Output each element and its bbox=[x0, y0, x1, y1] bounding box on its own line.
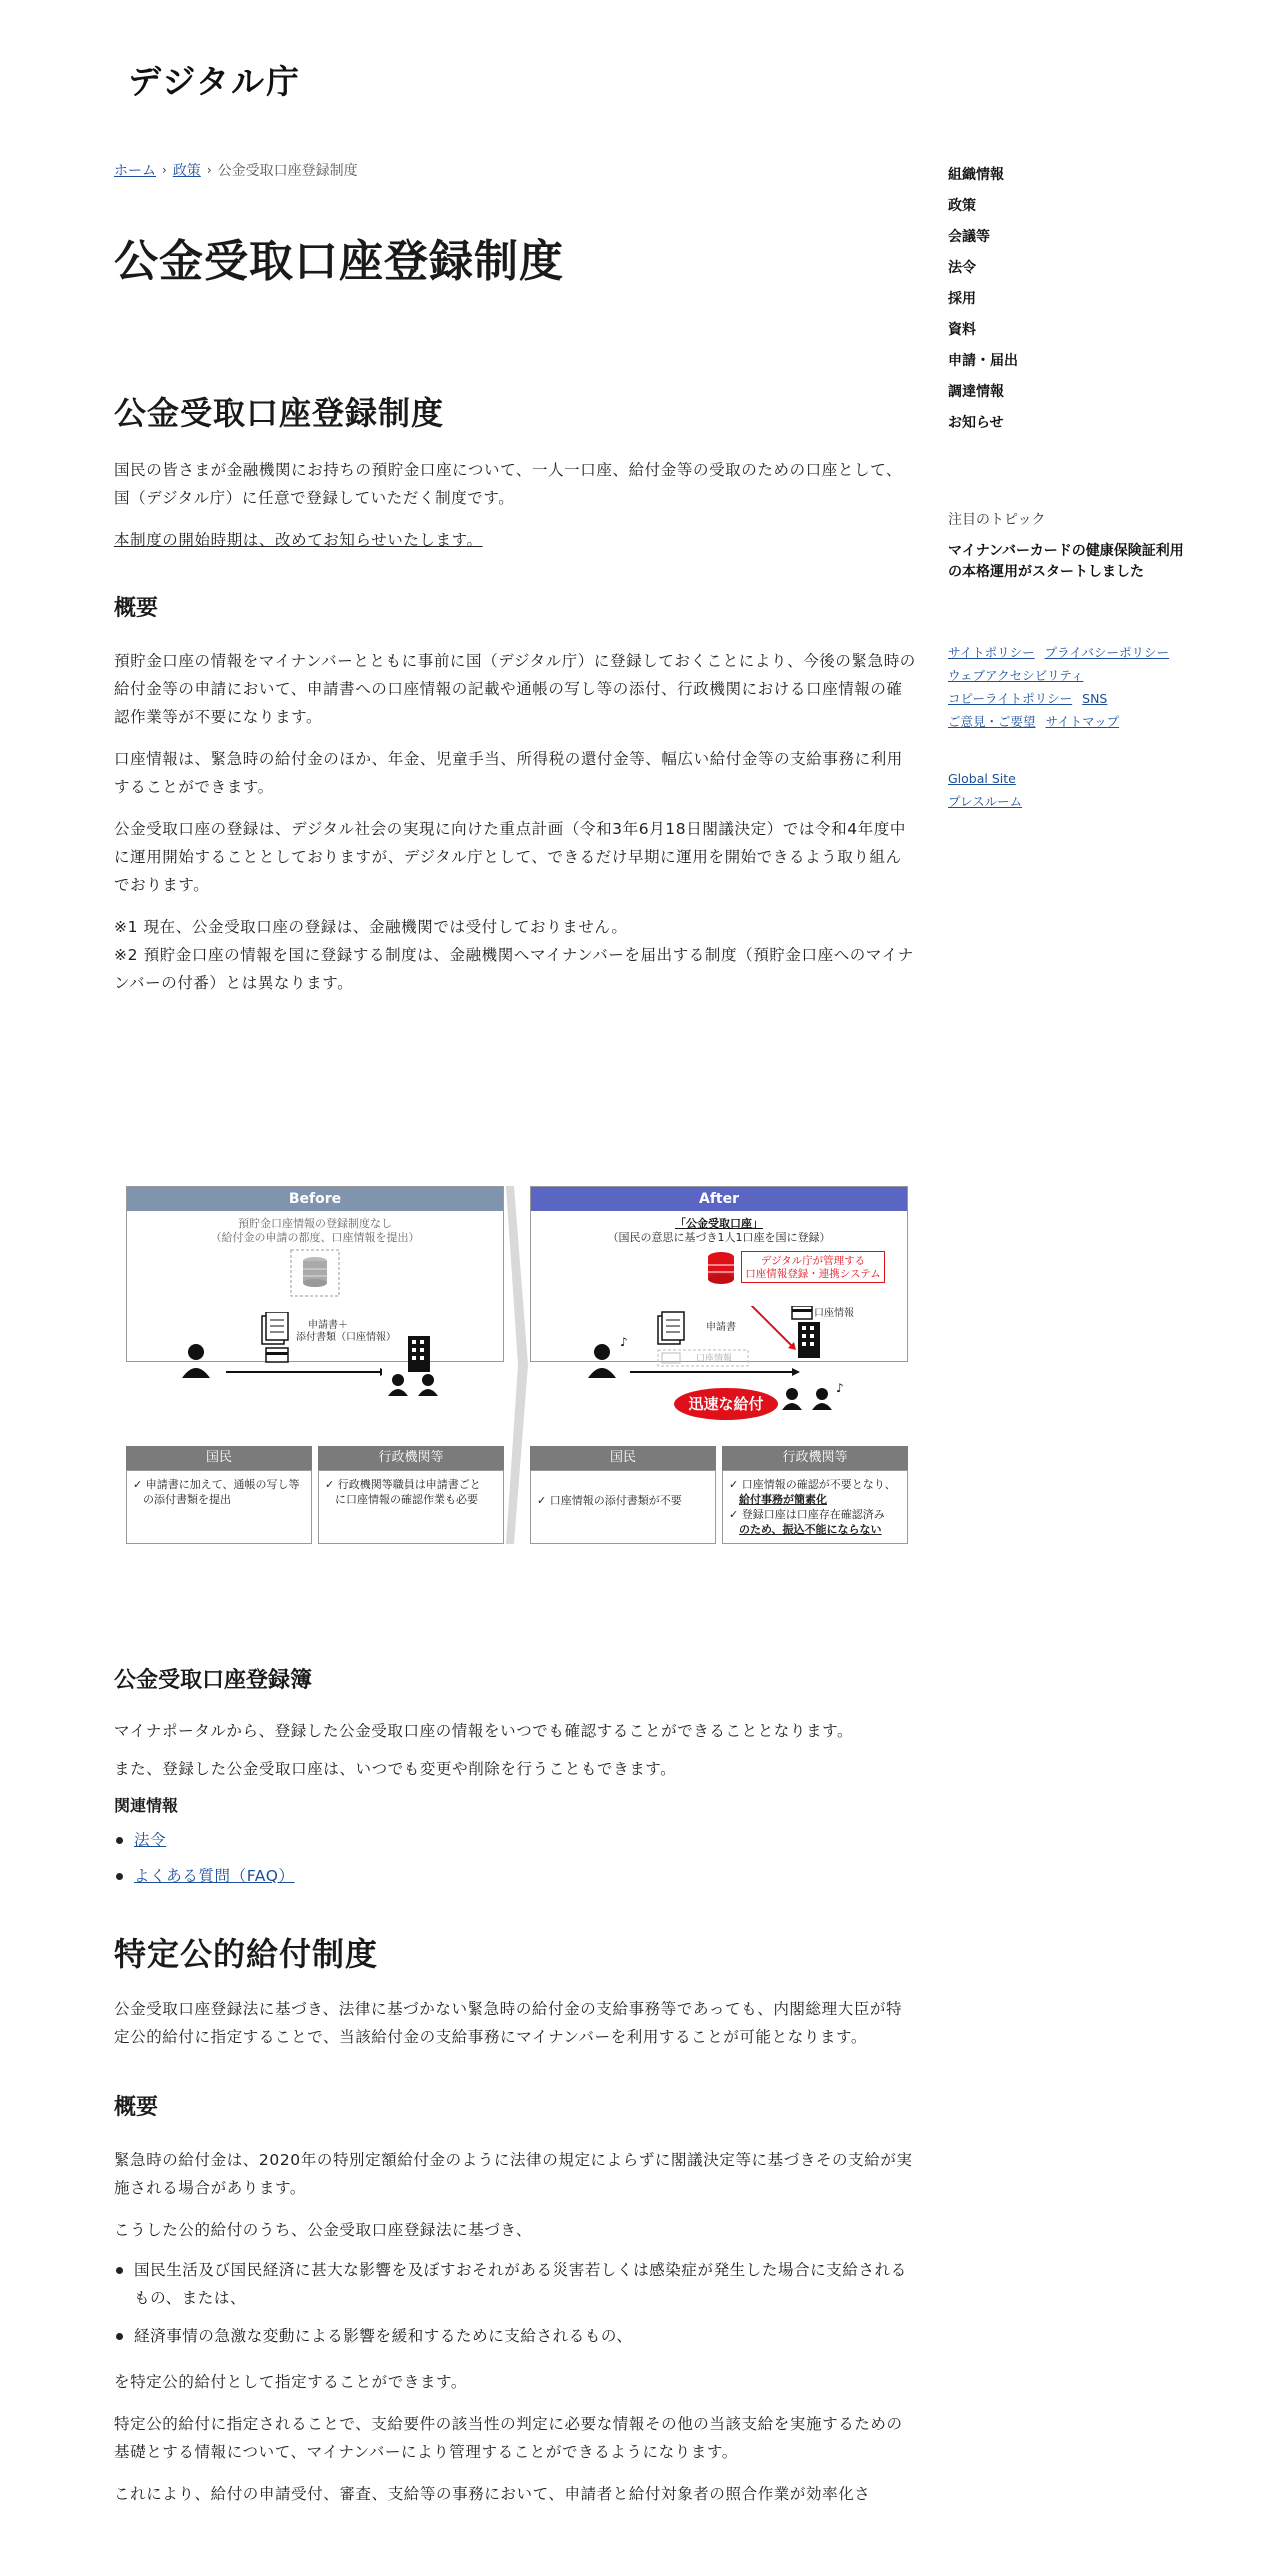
overview-paragraph-1: 預貯金口座の情報をマイナンバーとともに事前に国（デジタル庁）に登録しておくことにより、今後の緊急時の給付金等の申請において、申請書への口座情報の記載や通帳の写し等の添付、行政機関における口座情報の確認作業等が不要になります。 bbox=[114, 652, 916, 727]
web-accessibility-link[interactable]: ウェブアクセシビリティ bbox=[948, 668, 1084, 683]
after-agencies-box bbox=[722, 1470, 908, 1544]
breadcrumb-home[interactable]: ホーム bbox=[114, 163, 156, 179]
building-icon bbox=[798, 1322, 820, 1358]
arrow-right-chevron bbox=[506, 1186, 530, 1544]
sidebar-item-laws[interactable]: 法令 bbox=[948, 260, 976, 276]
svg-text:♪: ♪ bbox=[836, 1381, 844, 1395]
main-content-lower bbox=[114, 1666, 916, 2508]
intro-paragraph: 国民の皆さまが金融機関にお持ちの預貯金口座について、一人一口座、給付金等の受取のための口座として、国（デジタル庁）に任意で登録していただく制度です。 bbox=[114, 461, 902, 508]
note-1: ※1 現在、公金受取口座の登録は、金融機関では受付しておりません。 bbox=[114, 918, 628, 937]
chevron-right-icon: › bbox=[206, 163, 212, 177]
related-info-heading: 関連情報 bbox=[114, 1795, 179, 1815]
system-label-box bbox=[741, 1251, 885, 1283]
specified-paragraph-3: を特定公的給付として指定することができます。 bbox=[114, 2373, 467, 2392]
staff-icon bbox=[388, 1374, 438, 1396]
faq-link[interactable]: よくある質問（FAQ） bbox=[134, 1866, 295, 1885]
sidebar-item-organization[interactable]: 組織情報 bbox=[948, 167, 1004, 183]
after-agencies-text-3: ✓ 登録口座は口座存在確認済み bbox=[729, 1508, 885, 1521]
overview-heading: 概要 bbox=[114, 596, 159, 622]
before-col-agencies: 行政機関等 bbox=[318, 1446, 504, 1470]
overview-heading-2: 概要 bbox=[114, 2095, 159, 2121]
breadcrumb-current: 公金受取口座登録制度 bbox=[217, 163, 358, 179]
overview-paragraph-2: 口座情報は、緊急時の給付金のほか、年金、児童手当、所得税の還付金等、幅広い給付金等の支給事務に利用することができます。 bbox=[114, 750, 903, 797]
chevron-right-icon: › bbox=[162, 163, 167, 177]
law-link[interactable]: 法令 bbox=[134, 1830, 167, 1849]
before-agencies-text-2: に口座情報の確認作業も必要 bbox=[335, 1493, 478, 1506]
person-icon bbox=[182, 1344, 210, 1378]
before-citizens-box bbox=[126, 1470, 312, 1544]
database-icon bbox=[290, 1249, 340, 1297]
before-doc-label-1: 申請書＋ bbox=[308, 1320, 348, 1331]
document-icon bbox=[658, 1312, 684, 1344]
sidebar-nav bbox=[948, 160, 1188, 439]
before-doc-label-2: 添付書類（口座情報） bbox=[296, 1332, 396, 1343]
sidebar-item-meetings[interactable]: 会議等 bbox=[948, 229, 990, 245]
document-icon bbox=[262, 1312, 288, 1344]
building-icon bbox=[408, 1336, 430, 1372]
sidebar-item-applications[interactable]: 申請・届出 bbox=[948, 353, 1018, 369]
after-col-agencies: 行政機関等 bbox=[722, 1446, 908, 1470]
after-subtitle-2: （国民の意思に基づき1人1口座を国に登録） bbox=[607, 1231, 831, 1244]
section-heading-registration: 公金受取口座登録制度 bbox=[114, 393, 445, 432]
before-header: Before bbox=[127, 1187, 503, 1211]
footer-links bbox=[948, 641, 1188, 733]
site-policy-link[interactable]: サイトポリシー bbox=[948, 645, 1035, 660]
after-agencies-text-2: 給付事務が簡素化 bbox=[739, 1493, 827, 1506]
sns-link[interactable]: SNS bbox=[1082, 691, 1108, 706]
list-item bbox=[114, 1862, 916, 1890]
card-icon bbox=[266, 1348, 288, 1362]
copyright-policy-link[interactable]: コピーライトポリシー bbox=[948, 691, 1073, 706]
fast-payment-label: 迅速な給付 bbox=[688, 1395, 764, 1413]
sidebar-item-news[interactable]: お知らせ bbox=[948, 415, 1004, 431]
before-agencies-text-1: ✓ 行政機関等職員は申請書ごと bbox=[325, 1478, 481, 1491]
card-icon bbox=[792, 1306, 812, 1319]
specified-intro: 公金受取口座登録法に基づき、法律に基づかない緊急時の給付金の支給事務等であっても、内閣総理大臣が特定公的給付に指定することで、当該給付金の支給事務にマイナンバーを利用することが可能となります。 bbox=[114, 2000, 903, 2047]
overview-paragraph-3: 公金受取口座の登録は、デジタル社会の実現に向けた重点計画（令和3年6月18日閣議決定）では令和4年度中に運用開始することとしておりますが、デジタル庁として、できるだけ早期に運用を開始できるよう取り組んでおります。 bbox=[114, 820, 906, 895]
registry-paragraph-1: マイナポータルから、登録した公金受取口座の情報をいつでも確認することができることとなります。 bbox=[114, 1721, 854, 1740]
privacy-policy-link[interactable]: プライバシーポリシー bbox=[1044, 645, 1170, 660]
breadcrumb bbox=[114, 160, 916, 180]
after-subtitle-1: 「公金受取口座」 bbox=[675, 1217, 763, 1230]
registry-paragraph-2: また、登録した公金受取口座は、いつでも変更や削除を行うこともできます。 bbox=[114, 1759, 677, 1778]
specified-paragraph-1: 緊急時の給付金は、2020年の特別定額給付金のように法律の規定によらずに閣議決定等に基づきその支給が実施される場合があります。 bbox=[114, 2151, 913, 2198]
specified-bullets bbox=[114, 2256, 916, 2350]
opinion-link[interactable]: ご意見・ご要望 bbox=[948, 714, 1036, 729]
after-agencies-text-4: のため、振込不能にならない bbox=[739, 1523, 882, 1536]
person-icon bbox=[588, 1335, 628, 1378]
sidebar-item-procurement[interactable]: 調達情報 bbox=[948, 384, 1004, 400]
topic-link[interactable]: マイナンバーカードの健康保険証利用の本格運用がスタートしました bbox=[948, 543, 1184, 580]
before-after-diagram bbox=[114, 1176, 916, 1552]
before-citizens-text-1: ✓ 申請書に加えて、通帳の写し等 bbox=[133, 1478, 300, 1491]
sidebar-item-policy[interactable]: 政策 bbox=[948, 198, 976, 214]
system-label-2: 口座情報登録・連携システム bbox=[745, 1268, 881, 1280]
system-label-1: デジタル庁が管理する bbox=[760, 1255, 866, 1267]
sitemap-link[interactable]: サイトマップ bbox=[1045, 714, 1120, 729]
global-links bbox=[948, 767, 1188, 813]
section-heading-specified-benefit: 特定公的給付制度 bbox=[114, 1934, 379, 1973]
after-apply-label: 申請書 bbox=[706, 1322, 736, 1333]
before-col-citizens: 国民 bbox=[126, 1446, 312, 1470]
specified-paragraph-5: これにより、給付の申請受付、審査、支給等の事務において、申請者と給付対象者の照合作業が効率化さ bbox=[114, 2485, 871, 2504]
after-agencies-text-1: ✓ 口座情報の確認が不要となり、 bbox=[729, 1478, 896, 1491]
svg-text:♪: ♪ bbox=[620, 1335, 628, 1349]
before-agencies-box bbox=[318, 1470, 504, 1544]
staff-icon bbox=[782, 1381, 844, 1410]
before-citizens-text-2: の添付書類を提出 bbox=[143, 1493, 231, 1506]
after-account-faded-label: 口座情報 bbox=[696, 1354, 733, 1364]
site-logo[interactable]: デジタル庁 bbox=[128, 62, 302, 101]
after-header: After bbox=[531, 1187, 907, 1211]
list-item bbox=[114, 1826, 916, 1854]
note-2: ※2 預貯金口座の情報を国に登録する制度は、金融機関へマイナンバーを届出する制度（預貯金口座へのマイナンバーの付番）とは異なります。 bbox=[114, 946, 914, 993]
sidebar-item-recruitment[interactable]: 採用 bbox=[948, 291, 976, 307]
registry-heading: 公金受取口座登録簿 bbox=[114, 1668, 313, 1693]
sidebar bbox=[948, 160, 1188, 813]
before-flow bbox=[182, 1312, 382, 1382]
sidebar-item-documents[interactable]: 資料 bbox=[948, 322, 976, 338]
main-content bbox=[114, 160, 916, 997]
start-date-notice-link[interactable]: 本制度の開始時期は、改めてお知らせいたします。 bbox=[114, 531, 483, 550]
breadcrumb-policy[interactable]: 政策 bbox=[172, 163, 201, 179]
specified-paragraph-2: こうした公的給付のうち、公金受取口座登録法に基づき、 bbox=[114, 2221, 532, 2240]
before-government bbox=[384, 1336, 474, 1396]
after-citizens-box bbox=[530, 1470, 716, 1544]
list-item: 経済事情の急激な変動による影響を緩和するために支給されるもの、 bbox=[114, 2322, 916, 2350]
global-site-link[interactable]: Global Site bbox=[948, 771, 1016, 786]
topic-label: 注目のトピック bbox=[948, 512, 1046, 528]
related-links-list bbox=[114, 1826, 916, 1890]
pressroom-link[interactable]: プレスルーム bbox=[948, 794, 1023, 809]
after-account-label: 口座情報 bbox=[814, 1308, 854, 1319]
after-citizens-text: ✓ 口座情報の添付書類が不要 bbox=[537, 1494, 682, 1507]
before-subtitle-2: （給付金の申請の都度、口座情報を提出） bbox=[210, 1231, 420, 1244]
list-item: 国民生活及び国民経済に甚大な影響を及ぼすおそれがある災害若しくは感染症が発生した場合に支給されるもの、または、 bbox=[114, 2256, 916, 2312]
before-subtitle-1: 預貯金口座情報の登録制度なし bbox=[238, 1217, 392, 1230]
specified-paragraph-4: 特定公的給付に指定されることで、支給要件の該当性の判定に必要な情報その他の当該支給を実施するための基礎とする情報について、マイナンバーにより管理することができるようになります。 bbox=[114, 2415, 903, 2462]
after-col-citizens: 国民 bbox=[530, 1446, 716, 1470]
system-database-icon bbox=[705, 1251, 737, 1287]
page-title: 公金受取口座登録制度 bbox=[114, 236, 564, 287]
